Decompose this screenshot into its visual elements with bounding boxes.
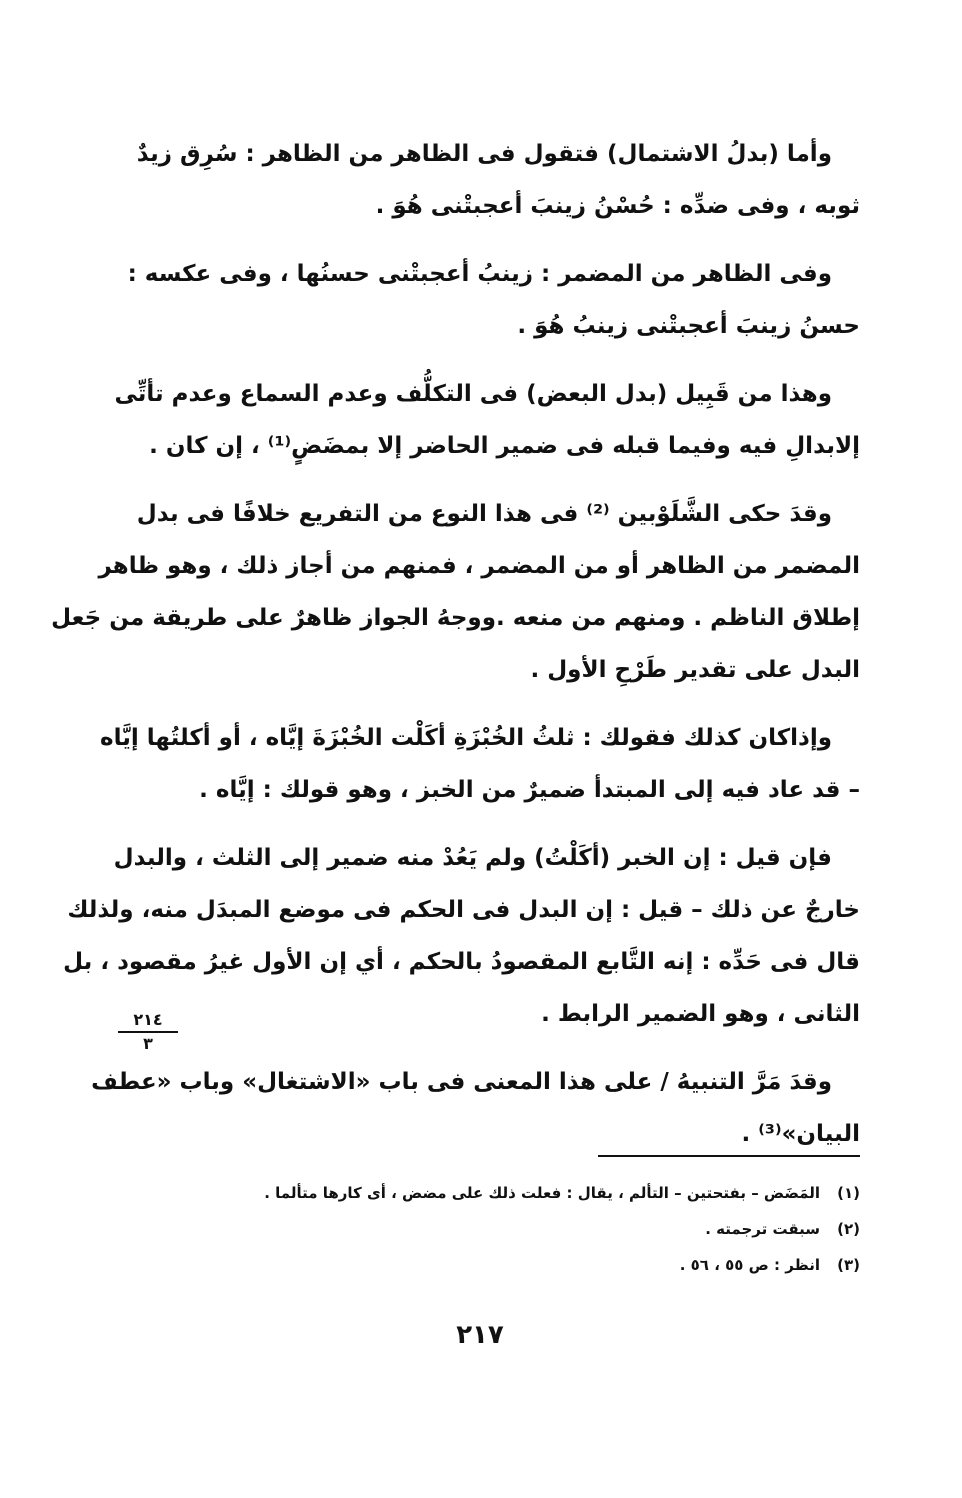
text-line: إلابدالِ فيه وفيما قبله فى ضمير الحاضر إلا بمضَضٍ⁽¹⁾ ، إن كان . (149, 433, 860, 459)
text-line: الثانى ، وهو الضمير الرابط . (541, 1001, 860, 1027)
text-line: وقدَ مَرَّ التنبيهُ / على هذا المعنى فى باب «الاشتغال» وباب «عطف (91, 1069, 832, 1095)
text-line: وإذاكان كذلك فقولك : ثلثُ الخُبْزَةِ أكَلْت الخُبْزَةَ إيَّاه ، أو أكلتُها إيَّاه (100, 725, 832, 751)
margin-page-reference (118, 1012, 178, 1052)
text-line: وهذا من قَبِيل (بدل البعض) فى التكلُّف وعدم السماع وعدم تأتِّى (114, 381, 832, 407)
text-line: خارجٌ عن ذلك – قيل : إن البدل فى الحكم فى موضع المبدَل منه، ولذلك (67, 897, 860, 923)
text-line: حسنُ زينبَ أعجبتْنى زينبُ هُوَ . (517, 313, 860, 339)
text-line: فإن قيل : إن الخبر (أكَلْتُ) ولم يَعُدْ منه ضمير إلى الثلث ، والبدل (113, 845, 832, 871)
margin-ref-numerator: ٢١٤ (133, 1010, 163, 1029)
footnote-text: المَضَض – بفتحتين – التألم ، يقال : فعلت ذلك على مضض ، أى كارها متألما . (264, 1184, 820, 1202)
footnote (240, 1247, 860, 1283)
page-number: ٢١٧ (456, 1320, 504, 1350)
text-line: إطلاق الناظم . ومنهم من منعه .ووجهُ الجواز ظاهرٌ على طريقة من جَعل (51, 605, 860, 631)
footnote (240, 1175, 860, 1211)
margin-ref-divider (118, 1031, 178, 1033)
text-line: وقدَ حكى الشَّلَوْبين ⁽²⁾ فى هذا النوع من التفريع خلافًا فى بدل (136, 501, 832, 527)
text-line: وفى الظاهر من المضمر : زينبُ أعجبتْنى حسنُها ، وفى عكسه : (127, 261, 832, 287)
text-line: البدل على تقدير طَرْحِ الأول . (530, 657, 860, 683)
text-line: البيان»⁽³⁾ . (741, 1121, 860, 1147)
text-line: – قد عاد فيه إلى المبتدأ ضميرٌ من الخبز ، وهو قولك : إيَّاه . (199, 777, 860, 803)
text-line: وأما (بدلُ الاشتمال) فتقول فى الظاهر من الظاهر : سُرِق زيدٌ (136, 141, 832, 167)
footnote-number: (١) (837, 1184, 860, 1202)
footnote-number: (٢) (837, 1220, 860, 1238)
footnotes (240, 1175, 860, 1283)
footnote (240, 1211, 860, 1247)
text-line: قال فى حَدِّه : إنه التَّابع المقصودُ بالحكم ، أي إن الأول غيرُ مقصود ، بل (63, 949, 860, 975)
footnote-text: سبقت ترجمته . (705, 1220, 820, 1238)
footnote-number: (٣) (837, 1256, 860, 1274)
footnote-separator (598, 1155, 860, 1157)
footnote-text: انظر : ص ٥٥ ، ٥٦ . (679, 1256, 820, 1274)
margin-ref-denominator: ٣ (143, 1034, 153, 1053)
text-line: ثوبه ، وفى ضدِّه : حُسْنُ زينبَ أعجبتْنى هُوَ . (375, 193, 860, 219)
text-line: المضمر من الظاهر أو من المضمر ، فمنهم من أجاز ذلك ، وهو ظاهر (98, 553, 860, 579)
